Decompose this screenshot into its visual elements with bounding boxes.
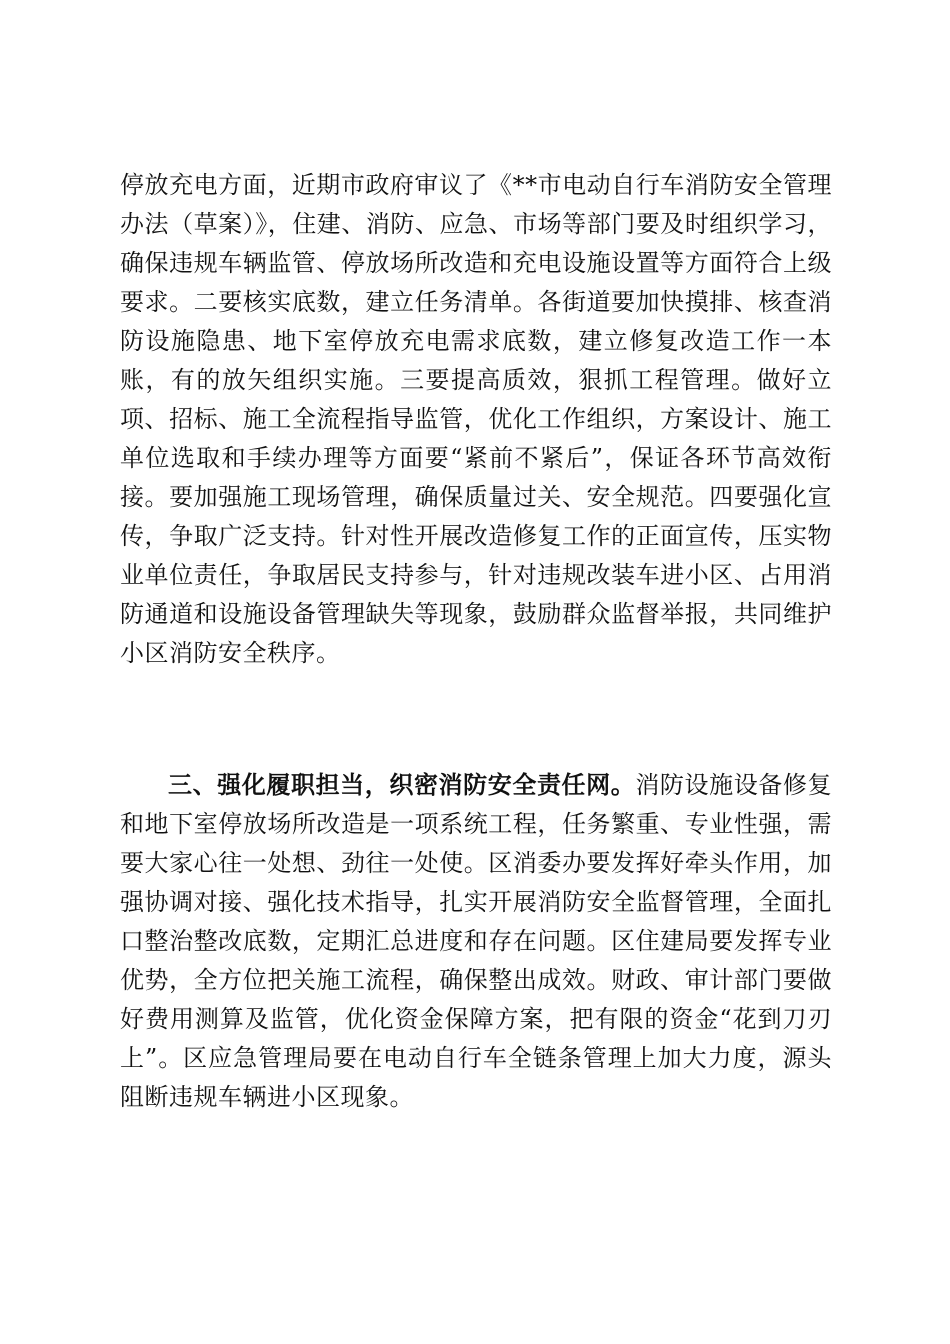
body-paragraph: 停放充电方面，近期市政府审议了《**市电动自行车消防安全管理办法（草案）》，住建、消防、应急、市场等部门要及时组织学习，确保违规车辆监管、停放场所改造和充电设施设置等方面符合上级要求。二要核实底数，建立任务清单。各街道要加快摸排、核查消防设施隐患、地下室停放充电需求底数，建立修复改造工作一本账，有的放矢组织实施。三要提高质效，狠抓工程管理。做好立项、招标、施工全流程指导监管，优化工作组织，方案设计、施工单位选取和手续办理等方面要“紧前不紧后”，保证各环节高效衔接。要加强施工现场管理，确保质量过关、安全规范。四要强化宣传，争取广泛支持。针对性开展改造修复工作的正面宣传，压实物业单位责任，争取居民支持参与，针对违规改装车进小区、占用消防通道和设施设备管理缺失等现象，鼓励群众监督举报，共同维护小区消防安全秩序。 — [120, 171, 832, 667]
section-body: 消防设施设备修复和地下室停放场所改造是一项系统工程，任务繁重、专业性强，需要大家心往一处想、劲往一处使。区消委办要发挥好牵头作用，加强协调对接、强化技术指导，扎实开展消防安全监督管理，全面扎口整治整改底数，定期汇总进度和存在问题。区住建局要发挥专业优势，全方位把关施工流程，确保整出成效。财政、审计部门要做好费用测算及监管，优化资金保障方案，把有限的资金“花到刀刃上”。区应急管理局要在电动自行车全链条管理上加大力度，源头阻断违规车辆进小区现象。 — [120, 771, 833, 1111]
section-paragraph — [120, 766, 832, 1117]
section-heading: 三、强化履职担当，织密消防安全责任网。 — [168, 771, 636, 799]
